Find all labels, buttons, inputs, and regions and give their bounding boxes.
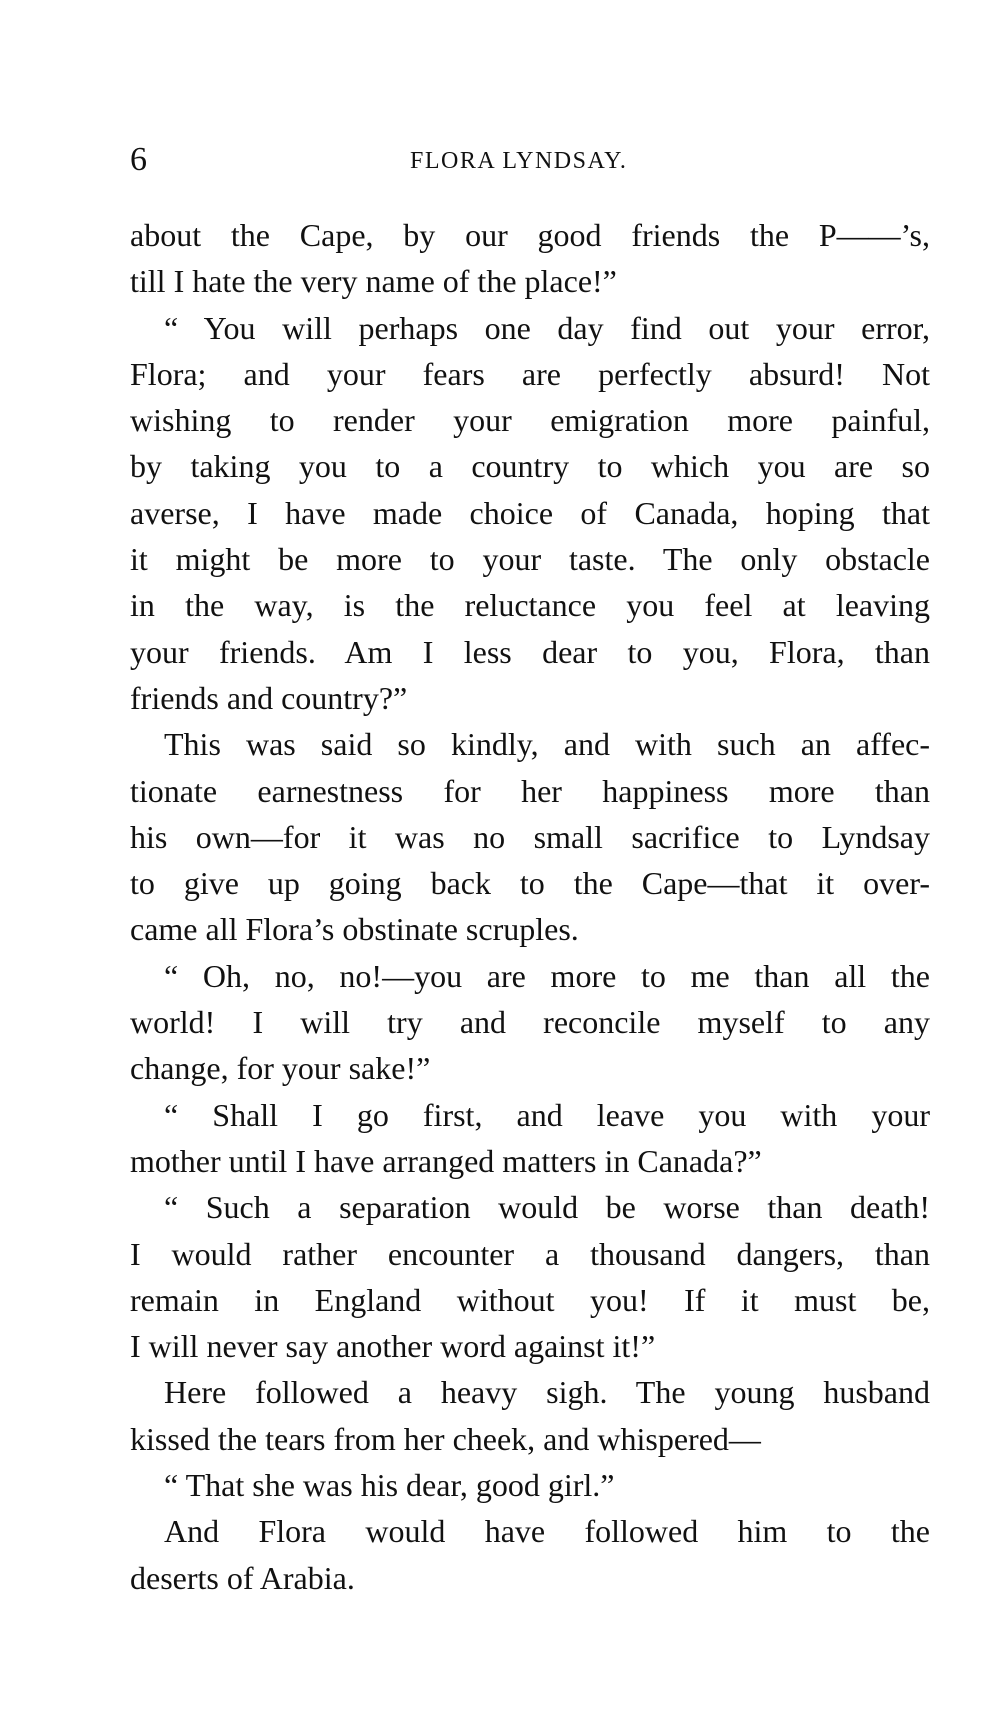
text-line: kissed the tears from her cheek, and whispered— — [130, 1420, 761, 1457]
text-line: by taking you to a country to which you are so — [130, 448, 930, 485]
text-line: deserts of Arabia. — [130, 1559, 355, 1596]
page-number: 6 — [130, 141, 147, 178]
text-line: “ That she was his dear, good girl.” — [164, 1467, 615, 1504]
page-header — [130, 140, 930, 180]
text-line: averse, I have made choice of Canada, hoping that — [130, 494, 930, 531]
text-line: your friends. Am I less dear to you, Flora, than — [130, 633, 930, 670]
text-line: wishing to render your emigration more painful, — [130, 402, 930, 439]
text-line: Flora; and your fears are perfectly absurd! Not — [130, 355, 930, 392]
text-line: I will never say another word against it!” — [130, 1328, 656, 1365]
text-line: Here followed a heavy sigh. The young husband — [164, 1374, 930, 1411]
text-line: it might be more to your taste. The only obstacle — [130, 541, 930, 578]
text-line: tionate earnestness for her happiness more than — [130, 772, 930, 809]
text-line: remain in England without you! If it must be, — [130, 1281, 930, 1318]
text-line: to give up going back to the Cape—that it over- — [130, 865, 930, 902]
text-line: till I hate the very name of the place!” — [130, 263, 617, 300]
text-line: I would rather encounter a thousand dangers, than — [130, 1235, 930, 1272]
text-line: his own—for it was no small sacrifice to Lyndsay — [130, 818, 930, 855]
running-title: FLORA LYNDSAY. — [410, 148, 628, 174]
text-line: about the Cape, by our good friends the P——’s, — [130, 217, 930, 253]
text-line: And Flora would have followed him to the — [164, 1513, 930, 1550]
text-line: in the way, is the reluctance you feel at leaving — [130, 587, 930, 624]
text-line: mother until I have arranged matters in Canada?” — [130, 1142, 762, 1179]
text-line: “ Shall I go first, and leave you with your — [164, 1096, 930, 1133]
text-line: “ Such a separation would be worse than death! — [164, 1189, 930, 1226]
text-line: This was said so kindly, and with such an affec- — [164, 726, 930, 763]
text-line: friends and country?” — [130, 679, 408, 716]
body-text — [130, 212, 930, 1601]
text-line: “ Oh, no, no!—you are more to me than all the — [164, 957, 930, 994]
text-line: change, for your sake!” — [130, 1050, 431, 1087]
text-line: came all Flora’s obstinate scruples. — [130, 911, 579, 948]
text-line: world! I will try and reconcile myself to any — [130, 1004, 930, 1041]
text-line: “ You will perhaps one day find out your error, — [164, 309, 930, 346]
